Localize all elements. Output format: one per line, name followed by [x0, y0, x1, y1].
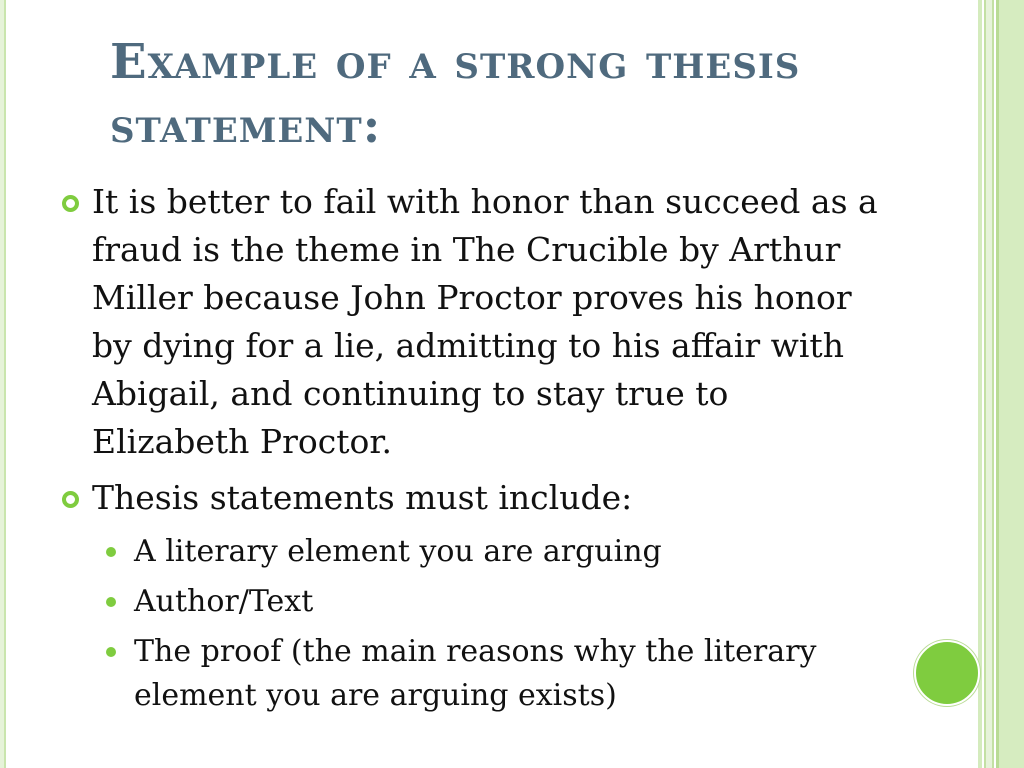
bullet-item [58, 474, 888, 522]
slide-title: Example of a strong thesis statement: [110, 34, 801, 154]
left-border-decoration [0, 0, 6, 768]
dot-bullet-icon [106, 597, 116, 607]
ring-bullet-icon [62, 491, 79, 508]
right-stripe-decoration [984, 0, 994, 768]
bullet-item [58, 178, 888, 466]
ring-bullet-icon [62, 195, 79, 212]
sub-bullet-text: The proof (the main reasons why the literary element you are arguing exists) [134, 634, 817, 713]
right-stripe-decoration [978, 0, 982, 768]
sub-bullet-item [58, 530, 888, 574]
slide-body [58, 178, 888, 724]
bullet-text: Thesis statements must include: [92, 478, 633, 517]
sub-bullet-text: A literary element you are arguing [134, 534, 662, 569]
sub-bullet-item [58, 630, 888, 718]
sub-bullet-text: Author/Text [134, 584, 314, 619]
bullet-text: It is better to fail with honor than succeed as a fraud is the theme in The Crucible by Arthur Miller because John Proctor proves his honor by dying for a lie, admitting to his affair with Abigail, and continuing to stay true to Elizabeth Proctor. [92, 182, 878, 461]
dot-bullet-icon [106, 547, 116, 557]
sub-bullet-item [58, 580, 888, 624]
right-stripe-decoration [996, 0, 1024, 768]
dot-bullet-icon [106, 647, 116, 657]
green-circle-decoration [914, 640, 980, 706]
